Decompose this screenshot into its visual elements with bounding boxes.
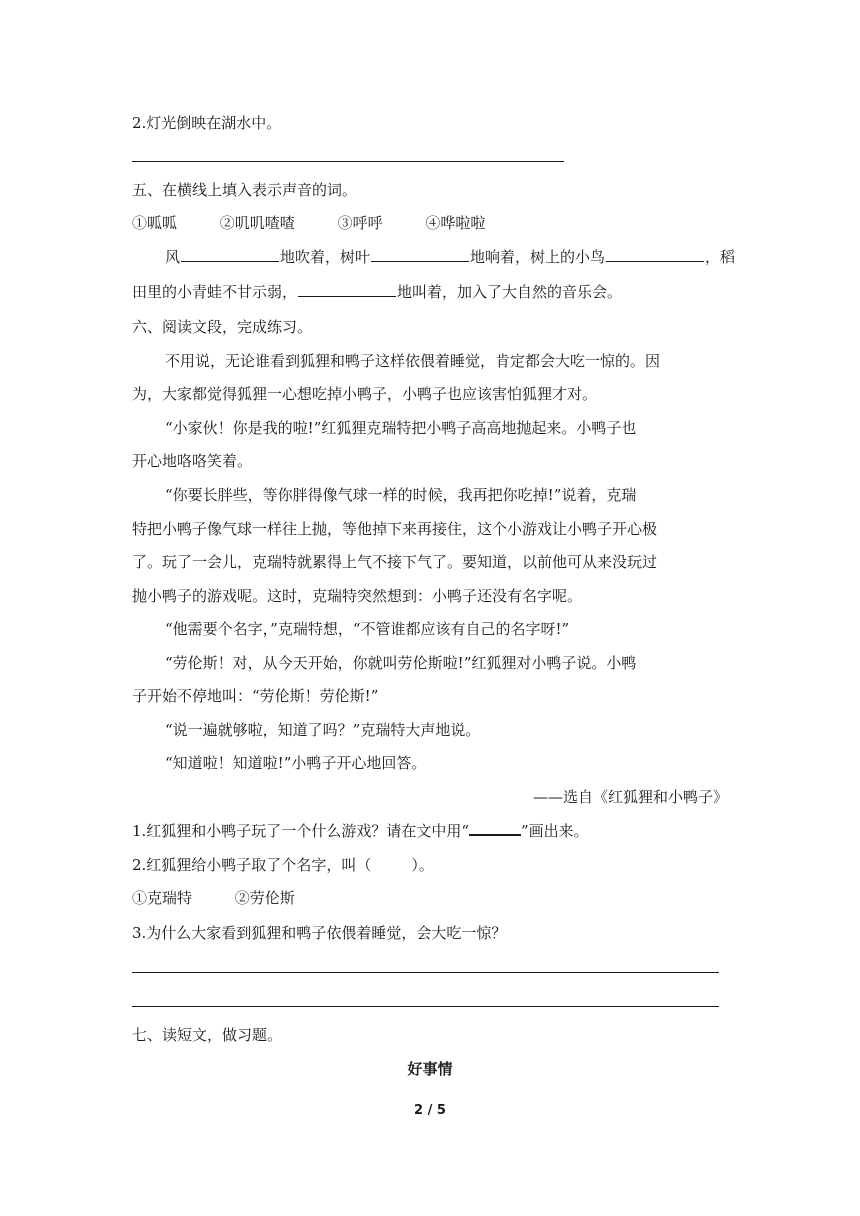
sec5-sentence-line-1 [165, 247, 735, 267]
answer-line [132, 972, 719, 973]
sec6-question-2-options [132, 888, 295, 908]
passage-line: “知道啦！知道啦!”小鸭子开心地回答。 [165, 754, 427, 772]
fill-blank[interactable] [606, 247, 704, 262]
question-text: 1.红狐狸和小鸭子玩了一个什么游戏？请在文中用“ [132, 822, 469, 840]
passage-line: “他需要个名字，”克瑞特想，“不管谁都应该有自己的名字呀!” [165, 620, 570, 638]
passage-line: “说一遍就够啦，知道了吗？”克瑞特大声地说。 [165, 721, 481, 739]
passage-line: 子开始不停地叫：“劳伦斯！劳伦斯!” [132, 687, 379, 705]
story-title: 好事情 [407, 1060, 453, 1078]
fill-blank[interactable] [181, 247, 279, 262]
sec5-sentence-line-2 [132, 282, 622, 302]
sec4-question-2: 2.灯光倒映在湖水中。 [132, 114, 282, 132]
sec6-question-1 [132, 821, 589, 841]
sec5-heading: 五、在横线上填入表示声音的词。 [132, 181, 358, 199]
sentence-text: 地响着，树上的小鸟 [470, 248, 606, 266]
sentence-text: 田里的小青蛙不甘示弱， [132, 283, 298, 301]
sentence-text: ，稻 [705, 248, 736, 266]
passage-line: 特把小鸭子像气球一样往上抛，等他掉下来再接住，这个小游戏让小鸭子开心极 [132, 520, 658, 538]
sec6-question-3: 3.为什么大家看到狐狸和鸭子依偎着睡觉，会大吃一惊？ [132, 924, 507, 942]
passage-line: “你要长胖些，等你胖得像气球一样的时候，我再把你吃掉!”说着，克瑞 [165, 486, 637, 504]
answer-line [132, 1006, 719, 1007]
passage-line: 开心地咯咯笑着。 [132, 452, 253, 470]
passage-line: 了。玩了一会儿，克瑞特就累得上气不接下气了。要知道，以前他可从来没玩过 [132, 553, 658, 571]
passage-line: 抛小鸭子的游戏呢。这时，克瑞特突然想到：小鸭子还没有名字呢。 [132, 587, 583, 605]
passage-source: ——选自《红狐狸和小鸭子》 [532, 788, 728, 806]
option-3: ③呼呼 [337, 214, 383, 232]
fill-blank[interactable] [298, 282, 396, 297]
option-4: ④哗啦啦 [425, 214, 486, 232]
sentence-text: 风 [165, 248, 181, 266]
passage-line: “劳伦斯！对，从今天开始，你就叫劳伦斯啦!”红狐狸对小鸭子说。小鸭 [165, 654, 637, 672]
question-text: ”画出来。 [520, 822, 589, 840]
question-text: ）。 [411, 856, 434, 874]
page-number: 2 / 5 [414, 1103, 446, 1118]
sentence-text: 地吹着，树叶 [280, 248, 371, 266]
option-2: ②劳伦斯 [234, 889, 295, 907]
option-1: ①克瑞特 [132, 889, 193, 907]
underline-mark [469, 822, 521, 836]
sec6-heading: 六、阅读文段，完成练习。 [132, 318, 313, 336]
fill-blank[interactable] [371, 247, 469, 262]
sentence-text: 地叫着，加入了大自然的音乐会。 [397, 283, 623, 301]
passage-line: 不用说，无论谁看到狐狸和鸭子这样依偎着睡觉，肯定都会大吃一惊的。因 [165, 352, 661, 370]
option-2: ②叽叽喳喳 [219, 214, 295, 232]
sec7-heading: 七、读短文，做习题。 [132, 1026, 283, 1044]
option-1: ①呱呱 [132, 214, 178, 232]
question-text: 2.红狐狸给小鸭子取了个名字，叫（ [132, 856, 372, 874]
passage-line: 为，大家都觉得狐狸一心想吃掉小鸭子，小鸭子也应该害怕狐狸才对。 [132, 385, 598, 403]
answer-line [132, 161, 564, 162]
sec5-options [132, 213, 485, 233]
passage-line: “小家伙！你是我的啦!”红狐狸克瑞特把小鸭子高高地抛起来。小鸭子也 [165, 419, 637, 437]
sec6-question-2 [132, 855, 434, 875]
